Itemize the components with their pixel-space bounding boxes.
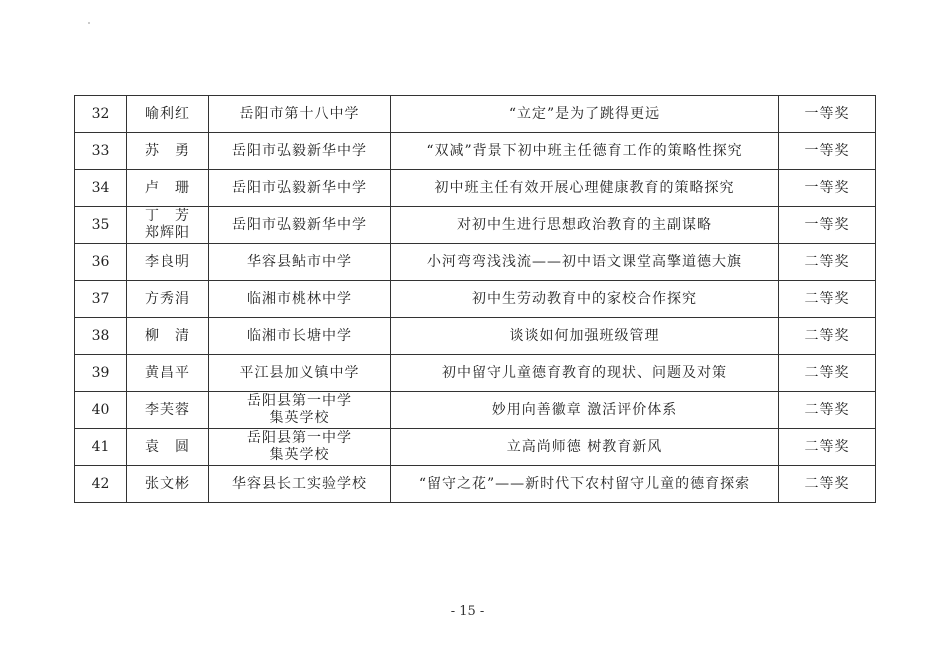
- awards-table-body: [75, 96, 876, 503]
- paper-title-cell: “立定”是为了跳得更远: [391, 96, 779, 133]
- table-row: [75, 281, 876, 318]
- school-name: 岳阳市第十八中学: [239, 105, 360, 122]
- school-name: 集英学校: [269, 447, 330, 463]
- school-name: 岳阳县第一中学: [247, 430, 352, 446]
- paper-title-cell: “留守之花”——新时代下农村留守儿童的德育探索: [391, 466, 779, 503]
- school-name: 岳阳市弘毅新华中学: [232, 216, 367, 233]
- author-name: 李芙蓉: [145, 401, 190, 418]
- school-name: 临湘市长塘中学: [247, 327, 352, 344]
- paper-title-cell: “双减”背景下初中班主任德育工作的策略性探究: [391, 133, 779, 170]
- paper-title-cell: 立高尚师德 树教育新风: [391, 429, 779, 466]
- school-cell: [209, 281, 391, 318]
- row-number-cell: 35: [75, 207, 127, 244]
- school-cell: [209, 133, 391, 170]
- table-row: [75, 244, 876, 281]
- paper-title-cell: 谈谈如何加强班级管理: [391, 318, 779, 355]
- school-name: 华容县鲇市中学: [247, 253, 352, 270]
- row-number-cell: 34: [75, 170, 127, 207]
- award-level-cell: 一等奖: [779, 96, 876, 133]
- author-name-cell: [127, 207, 209, 244]
- award-level-cell: 二等奖: [779, 429, 876, 466]
- author-name-cell: [127, 466, 209, 503]
- school-cell: [209, 392, 391, 429]
- author-name-cell: [127, 133, 209, 170]
- author-name: 喻利红: [145, 105, 190, 122]
- row-number-cell: 36: [75, 244, 127, 281]
- award-level-cell: 二等奖: [779, 392, 876, 429]
- row-number-cell: 41: [75, 429, 127, 466]
- paper-title-cell: 妙用向善徽章 激活评价体系: [391, 392, 779, 429]
- row-number-cell: 37: [75, 281, 127, 318]
- row-number-cell: 38: [75, 318, 127, 355]
- school-name: 岳阳县第一中学: [247, 393, 352, 409]
- table-row: [75, 170, 876, 207]
- table-row: [75, 429, 876, 466]
- row-number-cell: 40: [75, 392, 127, 429]
- school-cell: [209, 96, 391, 133]
- paper-title-cell: 对初中生进行思想政治教育的主副谋略: [391, 207, 779, 244]
- author-name-cell: [127, 281, 209, 318]
- award-level-cell: 二等奖: [779, 244, 876, 281]
- school-cell: [209, 429, 391, 466]
- paper-title-cell: 初中班主任有效开展心理健康教育的策略探究: [391, 170, 779, 207]
- table-row: [75, 207, 876, 244]
- author-name: 柳 清: [145, 327, 190, 344]
- author-name: 丁 芳: [145, 208, 190, 224]
- row-number-cell: 42: [75, 466, 127, 503]
- table-row: [75, 466, 876, 503]
- school-name: 集英学校: [269, 410, 330, 426]
- author-name: 卢 珊: [145, 179, 190, 196]
- paper-title-cell: 初中留守儿童德育教育的现状、问题及对策: [391, 355, 779, 392]
- school-cell: [209, 355, 391, 392]
- author-name: 郑辉阳: [145, 225, 190, 241]
- author-name: 李良明: [145, 253, 190, 270]
- scan-speck: [88, 22, 90, 24]
- school-name: 平江县加义镇中学: [239, 364, 360, 381]
- row-number-cell: 33: [75, 133, 127, 170]
- table-row: [75, 392, 876, 429]
- table-row: [75, 355, 876, 392]
- awards-table: [74, 95, 876, 503]
- table-row: [75, 133, 876, 170]
- author-name-cell: [127, 244, 209, 281]
- school-cell: [209, 244, 391, 281]
- author-name-cell: [127, 318, 209, 355]
- author-name: 苏 勇: [145, 142, 190, 159]
- paper-title-cell: 小河弯弯浅浅流——初中语文课堂高擎道德大旗: [391, 244, 779, 281]
- award-level-cell: 一等奖: [779, 170, 876, 207]
- award-level-cell: 一等奖: [779, 207, 876, 244]
- table-row: [75, 96, 876, 133]
- author-name-cell: [127, 96, 209, 133]
- author-name-cell: [127, 170, 209, 207]
- author-name: 方秀涓: [145, 290, 190, 307]
- author-name-cell: [127, 429, 209, 466]
- school-name: 华容县长工实验学校: [232, 475, 367, 492]
- award-level-cell: 二等奖: [779, 466, 876, 503]
- row-number-cell: 32: [75, 96, 127, 133]
- award-level-cell: 二等奖: [779, 355, 876, 392]
- school-cell: [209, 170, 391, 207]
- author-name: 张文彬: [145, 475, 190, 492]
- paper-title-cell: 初中生劳动教育中的家校合作探究: [391, 281, 779, 318]
- school-cell: [209, 466, 391, 503]
- school-name: 岳阳市弘毅新华中学: [232, 179, 367, 196]
- award-level-cell: 二等奖: [779, 318, 876, 355]
- page-number: - 15 -: [450, 604, 485, 619]
- award-level-cell: 一等奖: [779, 133, 876, 170]
- author-name: 袁 圆: [145, 438, 190, 455]
- school-name: 临湘市桃林中学: [247, 290, 352, 307]
- author-name: 黄昌平: [145, 364, 190, 381]
- school-cell: [209, 207, 391, 244]
- table-row: [75, 318, 876, 355]
- award-level-cell: 二等奖: [779, 281, 876, 318]
- row-number-cell: 39: [75, 355, 127, 392]
- school-cell: [209, 318, 391, 355]
- school-name: 岳阳市弘毅新华中学: [232, 142, 367, 159]
- author-name-cell: [127, 355, 209, 392]
- author-name-cell: [127, 392, 209, 429]
